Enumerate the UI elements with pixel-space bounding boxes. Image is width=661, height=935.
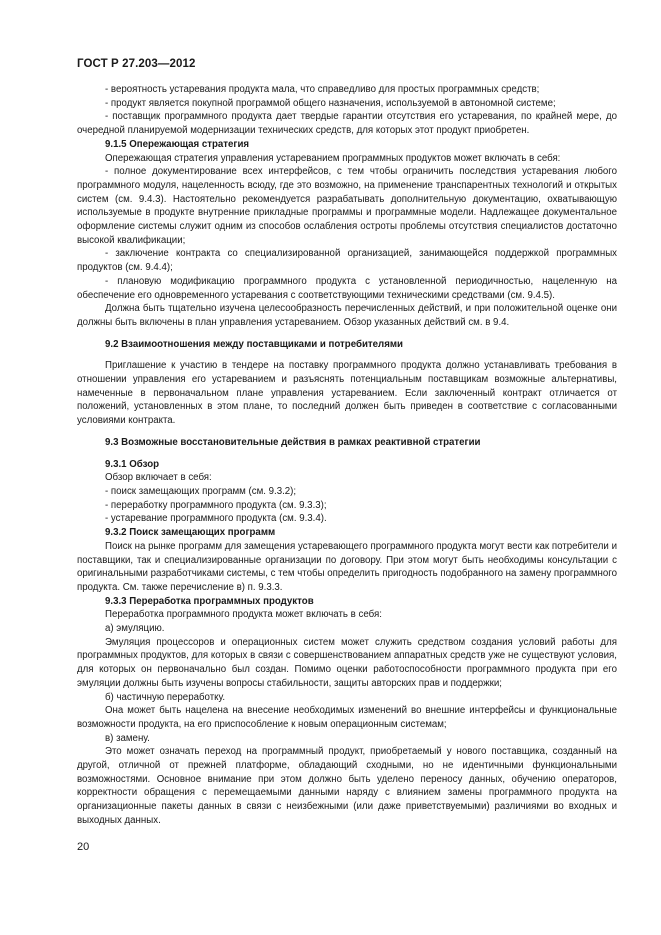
text-line: а) эмуляцию.	[105, 623, 165, 635]
text-line: - устаревание программного продукта (см. 9.3.4).	[105, 513, 327, 525]
paragraph: Приглашение к участию в тендере на поставку программного продукта должно устанавливать требования в отношении управления его устареванием и разъяснять потенциальным поставщикам возможные альтернативы, намеченные в первоначальном плане управления устареванием. Если заключенный контракт отличается от положений, установленных в этом плане, то последний должен быть приведен в соответствие с согласованными условиями контракта.	[77, 360, 617, 427]
text-line: Обзор включает в себя:	[105, 472, 212, 484]
paragraph: Опережающая стратегия управления устареванием программных продуктов может включать в себя:	[105, 152, 561, 164]
section-heading: 9.3 Возможные восстановительные действия в рамках реактивной стратегии	[105, 436, 481, 448]
document-header: ГОСТ Р 27.203—2012	[77, 58, 196, 70]
paragraph: - заключение контракта со специализированной организацией, занимающейся поддержкой программных продуктов (см. 9.4.4);	[77, 248, 617, 274]
paragraph: Эмуляция процессоров и операционных систем может служить средством создания условий работы для программных продуктов, для которых в связи с совершенствованием аппаратных средств уже не существуют условия, для которых он первоначально был создан. Помимо оценки работоспособности программного продукта при его эмуляции должны быть изучены вопросы стабильности, защиты авторских прав и поддержки;	[77, 636, 617, 689]
paragraph: - полное документирование всех интерфейсов, с тем чтобы ограничить последствия устаревания любого программного модуля, нацеленность всюду, где это возможно, на применение транспарентных технологий и открытых систем (см. 9.4.3). Настоятельно рекомендуется разрабатывать дополнительную документацию, охватывающую используемые в продукте внутренние прикладные программы и программные модели. Надлежащее документальное оформление системы служит одним из способов ослабления остроты проблемы отсутствия специалистов достаточно высокой квалификации;	[77, 166, 617, 246]
paragraph: Она может быть нацелена на внесение необходимых изменений во внешние интерфейсы и функциональные возможности продукта, на его приспособление к новым операционным системам;	[77, 705, 617, 730]
paragraph: Поиск на рынке программ для замещения устаревающего программного продукта могут вести как потребители и поставщики, так и специализированные организации по договору. При этом могут быть необходимы консультации с оригинальными разработчиками системы, с тем чтобы определить пригодность подобранного на замену программного продукта. См. также перечисление в) п. 9.3.3.	[77, 540, 617, 593]
paragraph: Это может означать переход на программный продукт, приобретаемый у нового поставщика, созданный на другой, отличной от прежней платформе, обладающий сходными, но не идентичными функциональными возможностями. Основное внимание при этом должно быть уделено переносу данных, обучению операторов, корректности обращения с перемещаемыми данными наряду с влиянием замены программного продукта на организационные пакеты данных в связи с неизбежными (или даже приветствуемыми) различиями во входных и выходных данных.	[77, 746, 617, 826]
section-heading: 9.1.5 Опережающая стратегия	[105, 138, 250, 150]
text-line: в) замену.	[105, 732, 150, 744]
page-number: 20	[77, 841, 90, 853]
paragraph: - поставщик программного продукта дает твердые гарантии отсутствия его устаревания, по крайней мере, до очередной планируемой модернизации технических средств, для которых этот продукт приобретен.	[77, 111, 617, 137]
section-heading: 9.2 Взаимоотношения между поставщиками и потребителями	[105, 338, 403, 350]
section-heading: 9.3.1 Обзор	[105, 458, 160, 470]
section-heading: 9.3.2 Поиск замещающих программ	[105, 527, 276, 539]
text-line: Переработка программного продукта может включать в себя:	[105, 609, 382, 621]
paragraph: - вероятность устаревания продукта мала, что справедливо для простых программных средств;	[105, 84, 540, 95]
page-body	[77, 83, 617, 828]
paragraph: Должна быть тщательно изучена целесообразность перечисленных действий, и при положительной оценке они должны быть включены в план управления устареванием. Обзор указанных действий см. в 9.4.	[77, 303, 617, 328]
text-line: - переработку программного продукта (см. 9.3.3);	[105, 499, 327, 511]
text-line: б) частичную переработку.	[105, 691, 226, 703]
text-line: - поиск замещающих программ (см. 9.3.2);	[105, 485, 297, 497]
section-heading: 9.3.3 Переработка программных продуктов	[105, 595, 314, 607]
paragraph: - продукт является покупной программой общего назначения, используемой в автономной системе;	[105, 97, 556, 109]
paragraph: - плановую модификацию программного продукта с установленной периодичностью, нацеленную на обеспечение его одновременного устаревания с соответствующими техническими средствами (см. 9.4.5).	[77, 275, 617, 301]
